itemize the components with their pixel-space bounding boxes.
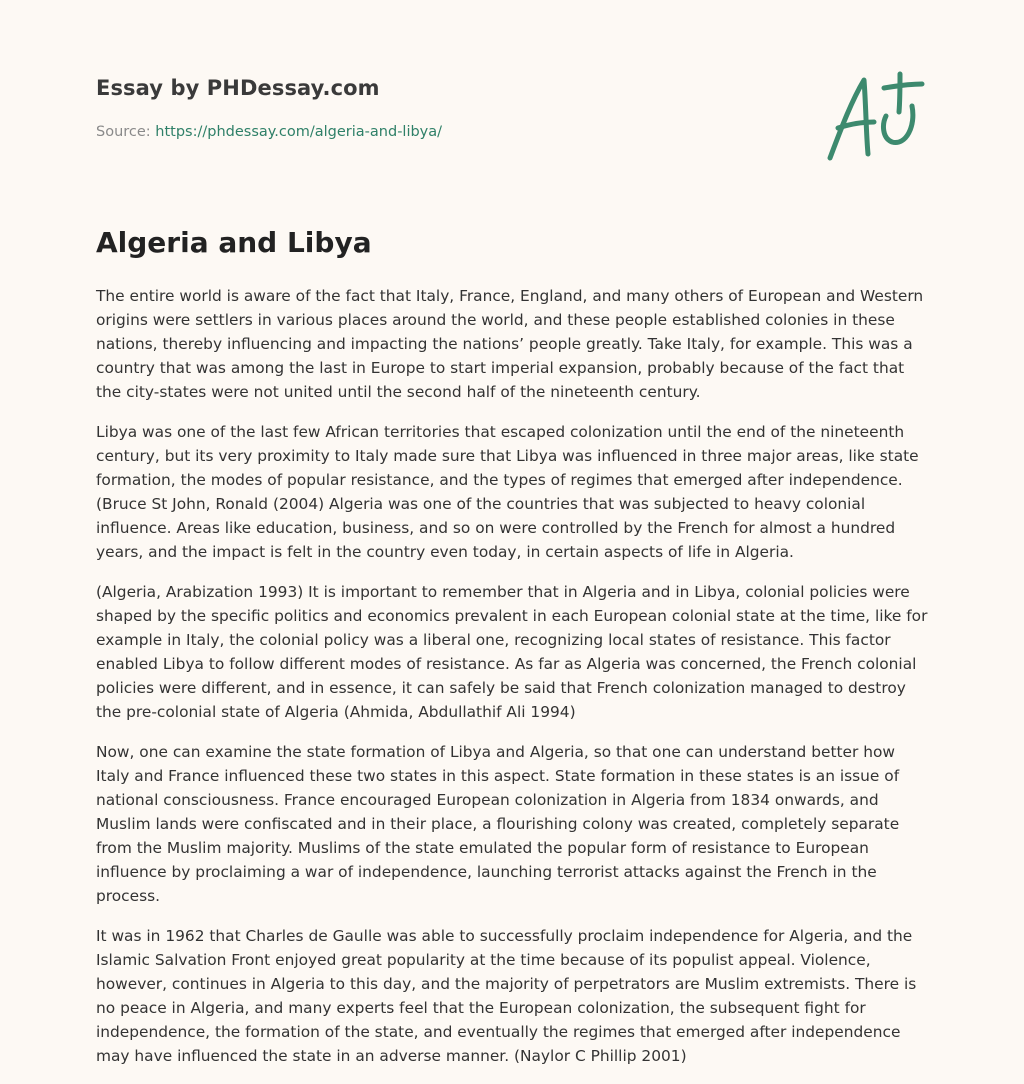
essay-body	[96, 284, 932, 1084]
essay-paragraph: It was in 1962 that Charles de Gaulle was able to successfully proclaim independence for Algeria, and the Islamic Salvation Front enjoyed great popularity at the time because of its populist appeal. Violence, however, continues in Algeria to this day, and the majority of perpetrators are Muslim extremists. There is no peace in Algeria, and many experts feel that the European colonization, the subsequent fight for independence, the formation of the state, and eventually the regimes that emerged after independence may have influenced the state in an adverse manner. (Naylor C Phillip 2001)	[96, 927, 917, 1065]
essay-paragraph: Now, one can examine the state formation of Libya and Algeria, so that one can understand better how Italy and France influenced these two states in this aspect. State formation in these states is an issue of national consciousness. France encouraged European colonization in Algeria from 1834 onwards, and Muslim lands were confiscated and in their place, a flourishing colony was created, completely separate from the Muslim majority. Muslims of the state emulated the popular form of resistance to European influence by proclaiming a war of independence, launching terrorist attacks against the French in the process.	[96, 743, 900, 905]
site-title: Essay by PHDessay.com	[96, 76, 380, 100]
essay-title: Algeria and Libya	[96, 226, 372, 259]
a-plus-grade-icon	[820, 66, 930, 166]
source-link[interactable]: https://phdessay.com/algeria-and-libya/	[155, 124, 443, 140]
source-label: Source:	[96, 124, 156, 140]
essay-paragraph: (Algeria, Arabization 1993) It is important to remember that in Algeria and in Libya, colonial policies were shaped by the specific politics and economics prevalent in each European colonial state at the time, like for example in Italy, the colonial policy was a liberal one, recognizing local states of resistance. This factor enabled Libya to follow different modes of resistance. As far as Algeria was concerned, the French colonial policies were different, and in essence, it can safely be said that French colonization managed to destroy the pre-colonial state of Algeria (Ahmida, Abdullathif Ali 1994)	[96, 583, 928, 721]
source-line	[96, 124, 442, 140]
essay-paragraph: Libya was one of the last few African territories that escaped colonization until the end of the nineteenth century, but its very proximity to Italy made sure that Libya was influenced in three major areas, like state formation, the modes of popular resistance, and the types of regimes that emerged after independence. (Bruce St John, Ronald (2004) Algeria was one of the countries that was subjected to heavy colonial influence. Areas like education, business, and so on were controlled by the French for almost a hundred years, and the impact is felt in the country even today, in certain aspects of life in Algeria.	[96, 423, 919, 561]
essay-paragraph: The entire world is aware of the fact that Italy, France, England, and many others of European and Western origins were settlers in various places around the world, and these people established colonies in these nations, thereby influencing and impacting the nations’ people greatly. Take Italy, for example. This was a country that was among the last in Europe to start imperial expansion, probably because of the fact that the city-states were not united until the second half of the nineteenth century.	[96, 287, 924, 401]
